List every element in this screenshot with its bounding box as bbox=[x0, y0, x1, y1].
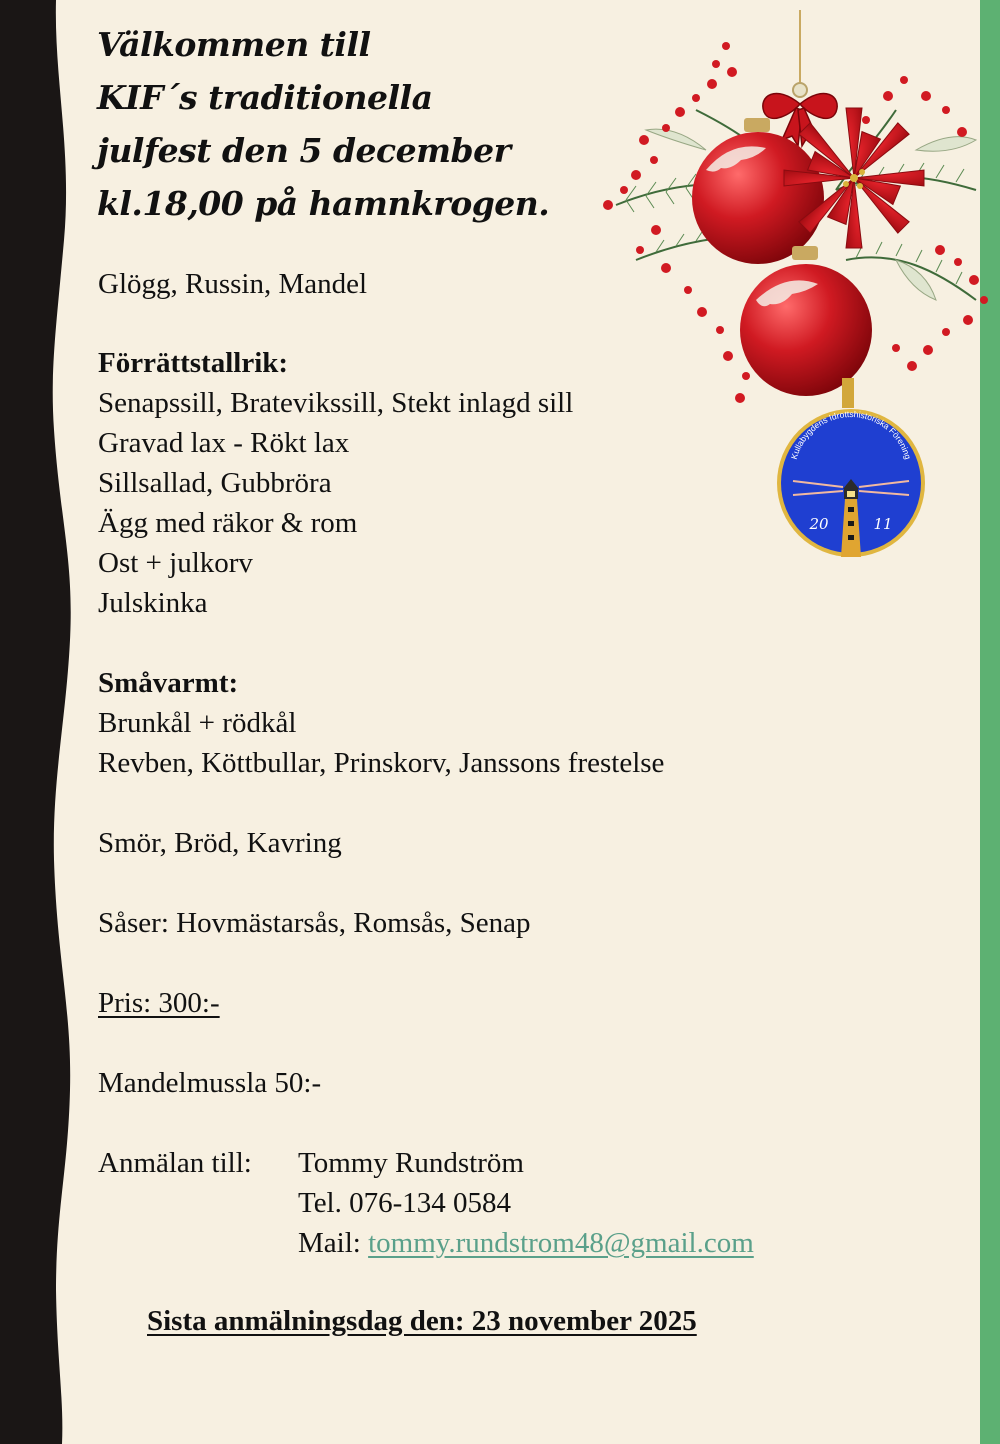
sauces-line: Såser: Hovmästarsås, Romsås, Senap bbox=[98, 907, 531, 939]
bread-line: Smör, Bröd, Kavring bbox=[98, 827, 342, 859]
email-link[interactable]: tommy.rundstrom48@gmail.com bbox=[368, 1227, 754, 1259]
starter-heading: Förrättstallrik: bbox=[98, 347, 289, 379]
deadline-notice: Sista anmälningsdag den: 23 november 2025 bbox=[147, 1305, 697, 1337]
starter-item: Senapssill, Bratevikssill, Stekt inlagd sill bbox=[98, 387, 574, 419]
warm-item: Brunkål + rödkål bbox=[98, 707, 297, 739]
mail-label: Mail: bbox=[298, 1227, 369, 1259]
starter-item: Ost + julkorv bbox=[98, 547, 253, 579]
christmas-baubles-poinsettia-icon bbox=[596, 0, 990, 420]
dessert-line: Mandelmussla 50:- bbox=[98, 1067, 322, 1099]
title-line: Välkommen till bbox=[97, 25, 371, 64]
starter-item: Ägg med räkor & rom bbox=[98, 507, 358, 539]
signup-name: Tommy Rundström bbox=[298, 1147, 524, 1179]
warm-heading: Småvarmt: bbox=[98, 667, 239, 699]
title-line: julfest den 5 december bbox=[97, 131, 511, 170]
signup-mail-row bbox=[298, 1223, 754, 1263]
price-line: Pris: 300:- bbox=[98, 987, 220, 1019]
badge-text: Kullabygdens Idrottshistoriska Förening bbox=[788, 408, 914, 461]
intro-line: Glögg, Russin, Mandel bbox=[98, 268, 368, 300]
starter-item: Gravad lax - Rökt lax bbox=[98, 427, 350, 459]
starter-item: Julskinka bbox=[98, 587, 208, 619]
page-title bbox=[97, 18, 549, 230]
signup-label: Anmälan till: bbox=[98, 1147, 252, 1179]
badge-year-left: 20 bbox=[809, 515, 829, 533]
starter-item: Sillsallad, Gubbröra bbox=[98, 467, 332, 499]
warm-item: Revben, Köttbullar, Prinskorv, Janssons frestelse bbox=[98, 747, 665, 779]
title-line: kl.18,00 på hamnkrogen. bbox=[97, 184, 550, 223]
badge-year-right: 11 bbox=[873, 515, 893, 533]
signup-phone: Tel. 076-134 0584 bbox=[298, 1187, 512, 1219]
title-line: KIF´s traditionella bbox=[97, 78, 433, 117]
lighthouse-emblem-icon bbox=[775, 407, 927, 559]
